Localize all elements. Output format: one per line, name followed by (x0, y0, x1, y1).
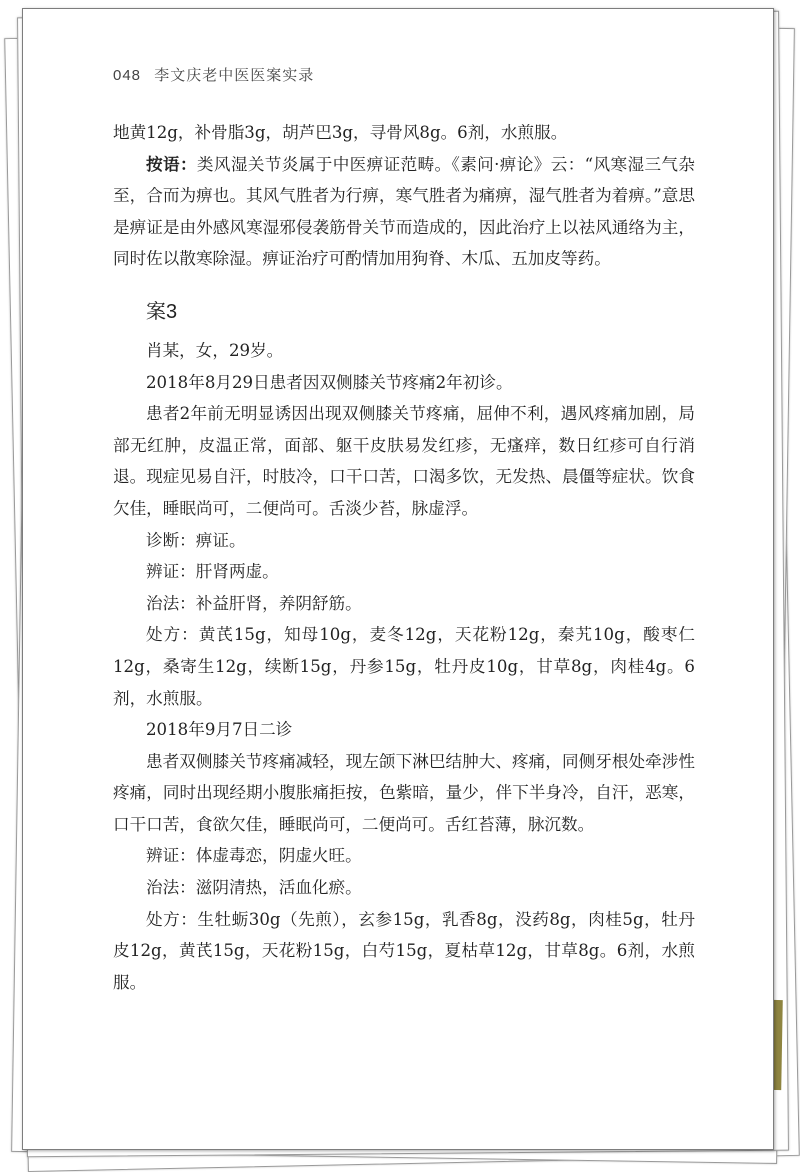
medical-history: 患者2年前无明显诱因出现双侧膝关节疼痛，屈伸不利，遇风疼痛加剧，局部无红肿，皮温正常，面部、躯干皮肤易发红疹，无瘙痒，数日红疹可自行消退。现症见易自汗，时肢冷，口干口苦，口渴多饮，无发热、晨僵等症状。饮食欠佳，睡眠尚可，二便尚可。舌淡少苔，脉虚浮。 (113, 404, 695, 518)
commentary-paragraph (113, 149, 695, 275)
second-visit-line: 2018年9月7日二诊 (146, 720, 293, 740)
second-treatment-method: 治法：滋阴清热，活血化瘀。 (146, 878, 362, 898)
page-header (113, 64, 314, 85)
prescription: 处方：黄芪15g，知母10g，麦冬12g，天花粉12g，秦艽10g，酸枣仁12g，桑寄生12g，续断15g，丹参15g，牡丹皮10g，甘草8g，肉桂4g。6剂，水煎服。 (113, 625, 695, 708)
second-visit-history: 患者双侧膝关节疼痛减轻，现左颌下淋巴结肿大、疼痛，同侧牙根处牵涉性疼痛，同时出现经期小腹胀痛拒按，色紫暗，量少，伴下半身冷，自汗，恶寒，口干口苦，食欲欠佳，睡眠尚可，二便尚可。舌红苔薄，脉沉数。 (113, 751, 695, 834)
syndrome-differentiation: 辨证：肝肾两虚。 (146, 562, 279, 582)
page-content (113, 117, 695, 998)
first-visit-line: 2018年8月29日患者因双侧膝关节疼痛2年初诊。 (146, 372, 513, 392)
second-prescription: 处方：生牡蛎30g（先煎），玄参15g，乳香8g，没药8g，肉桂5g，牡丹皮12g，黄芪15g，天花粉15g，白芍15g，夏枯草12g，甘草8g。6剂，水煎服。 (113, 909, 695, 992)
second-syndrome-differentiation: 辨证：体虚毒恋，阴虚火旺。 (146, 846, 362, 866)
commentary-label: 按语： (146, 153, 197, 174)
diagnosis: 诊断：痹证。 (146, 530, 246, 550)
treatment-method: 治法：补益肝肾，养阴舒筋。 (146, 593, 362, 613)
patient-info: 肖某，女，29岁。 (146, 340, 284, 360)
case-title: 案3 (146, 300, 178, 323)
page-number: 048 (113, 67, 142, 84)
book-page (22, 8, 774, 1150)
prev-case-continuation: 地黄12g，补骨脂3g，胡芦巴3g，寻骨风8g。6剂，水煎服。 (113, 123, 568, 142)
commentary-text: 类风湿关节炎属于中医痹证范畴。《素问·痹论》云：“风寒湿三气杂至，合而为痹也。其风气胜者为行痹，寒气胜者为痛痹，湿气胜者为着痹。”意思是痹证是由外感风寒湿邪侵袭筋骨关节而造成的，因此治疗上以祛风通络为主，同时佐以散寒除湿。痹证治疗可酌情加用狗脊、木瓜、五加皮等药。 (113, 154, 695, 269)
book-title: 李文庆老中医医案实录 (154, 67, 315, 84)
